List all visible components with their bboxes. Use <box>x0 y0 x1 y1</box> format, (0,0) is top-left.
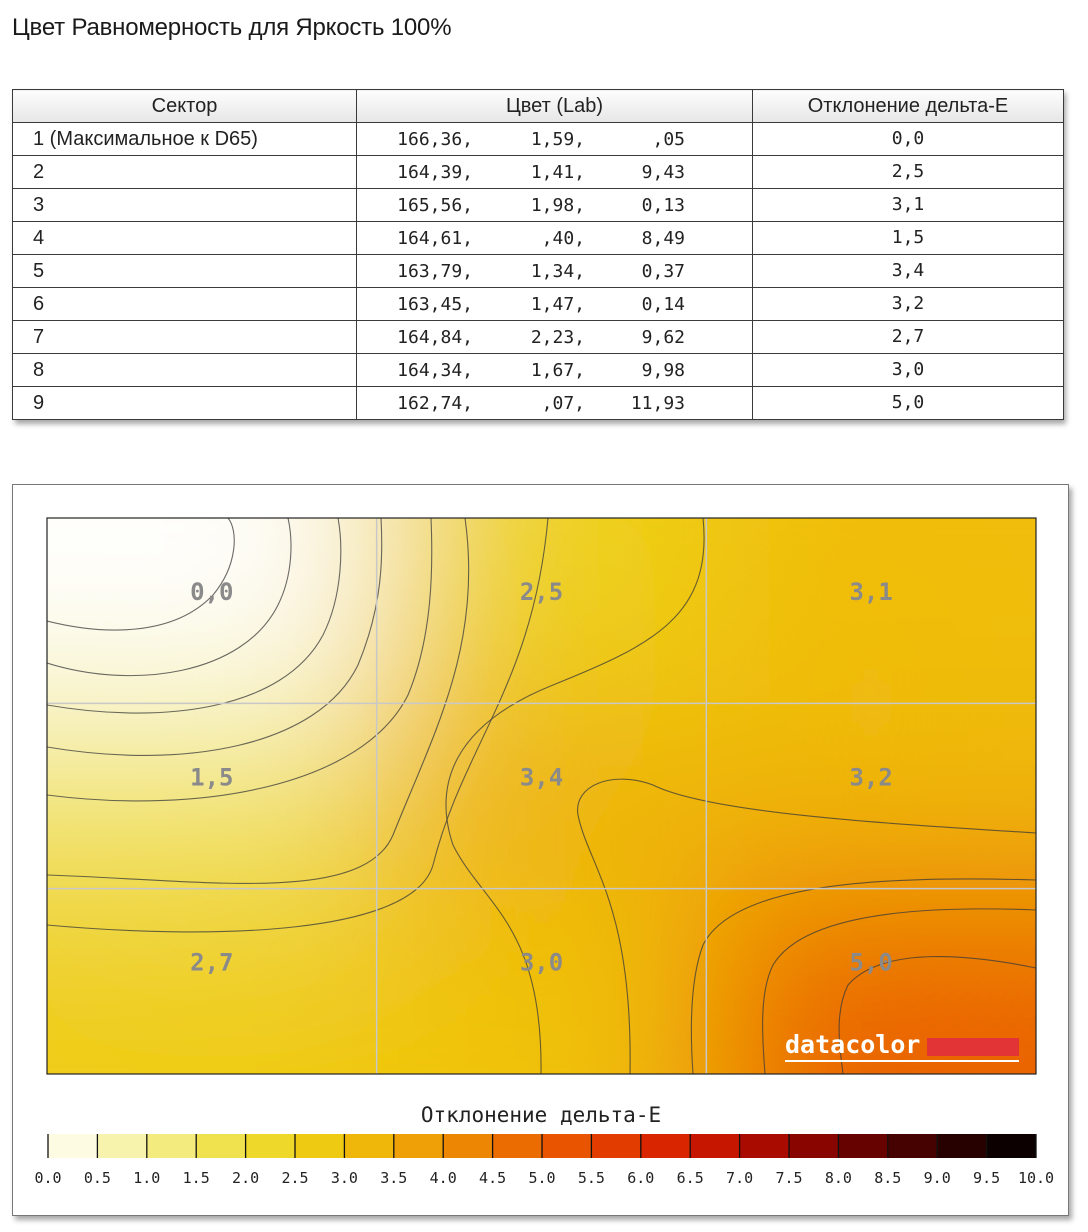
lab-cell <box>357 123 753 156</box>
colorbar-segment <box>48 1134 98 1158</box>
cell-value-label: 3,0 <box>519 948 564 977</box>
colorbar-segment <box>542 1134 592 1158</box>
datacolor-watermark: datacolor <box>785 1030 921 1059</box>
lab-cell <box>357 189 753 222</box>
heatmap-cell-core <box>106 551 317 670</box>
heatmap-cell <box>13 485 47 518</box>
lab-a-value: 1,67, <box>530 360 585 381</box>
colorbar-tick-label: 6.0 <box>627 1169 655 1187</box>
cell-value-label: 2,5 <box>519 578 564 606</box>
table-row <box>13 156 1064 189</box>
delta-e-cell: 3,0 <box>753 354 1064 387</box>
lab-l-value: 165,56, <box>397 195 473 216</box>
colorbar-segment <box>641 1134 691 1158</box>
lab-a-value: ,07, <box>541 393 585 414</box>
heatmap-cell <box>13 1074 47 1215</box>
table-row <box>13 387 1064 420</box>
colorbar-tick-label: 4.0 <box>429 1169 457 1187</box>
heatmap-cell <box>13 889 47 1074</box>
heatmap-cell-core <box>436 922 647 1041</box>
lab-a-value: 1,98, <box>530 195 585 216</box>
heatmap-cell <box>1036 518 1068 703</box>
cell-value-label: 1,5 <box>190 763 234 792</box>
colorbar-segment <box>394 1134 444 1158</box>
heatmap-cell <box>377 485 707 518</box>
colorbar-segment <box>690 1134 740 1158</box>
colorbar-tick-label: 9.0 <box>923 1169 951 1187</box>
lab-l-value: 164,39, <box>397 162 473 183</box>
lab-l-value: 163,79, <box>397 261 473 282</box>
lab-cell <box>357 288 753 321</box>
lab-cell <box>357 156 753 189</box>
colorbar-tick-label: 8.0 <box>824 1169 852 1187</box>
lab-b-value: 0,14 <box>641 294 685 315</box>
heatmap-cell <box>706 485 1036 518</box>
cell-value-label: 3,2 <box>849 763 893 792</box>
cell-value-label: 0,0 <box>190 578 234 606</box>
colorbar-tick-label: 5.5 <box>577 1169 605 1187</box>
uniformity-heatmap-svg <box>13 485 1068 1215</box>
cell-value-label: 5,0 <box>849 948 893 977</box>
heatmap-cell-core <box>766 737 977 856</box>
lab-cell <box>357 321 753 354</box>
heatmap-cell <box>13 518 47 703</box>
delta-e-cell: 2,7 <box>753 321 1064 354</box>
colorbar-segment <box>493 1134 543 1158</box>
colorbar-segment <box>838 1134 888 1158</box>
heatmap-cell <box>1036 1074 1068 1215</box>
table-row <box>13 189 1064 222</box>
cell-value-label: 3,4 <box>519 763 564 792</box>
colorbar-segment <box>789 1134 839 1158</box>
sector-cell: 7 <box>13 321 357 354</box>
heatmap-cell-core <box>766 551 977 670</box>
colorbar-segment <box>740 1134 790 1158</box>
lab-a-value: 1,47, <box>530 294 585 315</box>
sector-cell: 5 <box>13 255 357 288</box>
table-row <box>13 123 1064 156</box>
heatmap-cell-core <box>436 737 647 856</box>
colorbar-tick-label: 7.0 <box>726 1169 754 1187</box>
sector-cell: 6 <box>13 288 357 321</box>
heatmap-cell <box>1036 889 1068 1074</box>
colorbar-tick-label: 3.5 <box>380 1169 408 1187</box>
table-row <box>13 354 1064 387</box>
colorbar-segment <box>987 1134 1037 1158</box>
lab-b-value: 8,49 <box>641 228 685 249</box>
lab-b-value: ,05 <box>652 129 685 150</box>
page-title: Цвет Равномерность для Яркость 100% <box>12 14 452 41</box>
lab-b-value: 9,98 <box>641 360 685 381</box>
heatmap-cell <box>13 703 47 888</box>
delta-e-cell: 3,1 <box>753 189 1064 222</box>
colorbar-tick-label: 2.0 <box>232 1169 260 1187</box>
delta-e-cell: 0,0 <box>753 123 1064 156</box>
colorbar-segment <box>147 1134 197 1158</box>
delta-e-cell: 5,0 <box>753 387 1064 420</box>
table-row <box>13 255 1064 288</box>
lab-a-value: 2,23, <box>530 327 585 348</box>
delta-e-cell: 1,5 <box>753 222 1064 255</box>
sector-cell: 8 <box>13 354 357 387</box>
lab-b-value: 0,13 <box>641 195 685 216</box>
heatmap-cell <box>1036 703 1068 888</box>
colorbar-title: Отклонение дельта-E <box>420 1103 662 1127</box>
colorbar-segment <box>246 1134 296 1158</box>
lab-l-value: 164,84, <box>397 327 473 348</box>
table-row <box>13 222 1064 255</box>
column-header-color-lab: Цвет (Lab) <box>357 90 753 123</box>
colorbar-tick-label: 7.5 <box>775 1169 803 1187</box>
lab-b-value: 11,93 <box>630 393 685 414</box>
heatmap-cell-core <box>106 737 317 856</box>
colorbar-tick-label: 6.5 <box>676 1169 704 1187</box>
colorbar-segment <box>937 1134 987 1158</box>
colorbar-tick-label: 8.5 <box>874 1169 902 1187</box>
delta-e-cell: 2,5 <box>753 156 1064 189</box>
colorbar-tick-label: 10.0 <box>1017 1169 1055 1187</box>
colorbar-tick-label: 0.5 <box>83 1169 111 1187</box>
table-row <box>13 321 1064 354</box>
heatmap-cell-core <box>106 922 317 1041</box>
sector-cell: 1 (Максимальное к D65) <box>13 123 357 156</box>
uniformity-table <box>12 89 1064 420</box>
uniformity-chart <box>12 484 1069 1216</box>
lab-a-value: 1,34, <box>530 261 585 282</box>
colorbar-tick-label: 3.0 <box>330 1169 358 1187</box>
datacolor-brand-bar <box>927 1038 1019 1056</box>
sector-cell: 3 <box>13 189 357 222</box>
lab-cell <box>357 222 753 255</box>
sector-cell: 2 <box>13 156 357 189</box>
colorbar-segment <box>196 1134 246 1158</box>
sector-cell: 9 <box>13 387 357 420</box>
heatmap-cell-core <box>766 922 977 1041</box>
colorbar-segment <box>888 1134 938 1158</box>
colorbar-segment <box>443 1134 493 1158</box>
uniformity-table-container <box>12 89 1063 420</box>
colorbar-segment <box>344 1134 394 1158</box>
table-header-row <box>13 90 1064 123</box>
lab-l-value: 163,45, <box>397 294 473 315</box>
colorbar-segment <box>97 1134 147 1158</box>
lab-a-value: 1,59, <box>530 129 585 150</box>
lab-cell <box>357 354 753 387</box>
lab-a-value: 1,41, <box>530 162 585 183</box>
column-header-delta-e: Отклонение дельта-E <box>753 90 1064 123</box>
cell-value-label: 2,7 <box>190 948 234 977</box>
sector-cell: 4 <box>13 222 357 255</box>
heatmap-cell <box>1036 485 1068 518</box>
heatmap-cell <box>47 485 377 518</box>
lab-cell <box>357 387 753 420</box>
lab-l-value: 164,34, <box>397 360 473 381</box>
colorbar-tick-label: 2.5 <box>281 1169 309 1187</box>
colorbar-tick-label: 1.5 <box>182 1169 210 1187</box>
table-row <box>13 288 1064 321</box>
colorbar-tick-label: 1.0 <box>133 1169 161 1187</box>
lab-b-value: 9,62 <box>641 327 685 348</box>
lab-l-value: 166,36, <box>397 129 473 150</box>
lab-b-value: 9,43 <box>641 162 685 183</box>
colorbar-tick-label: 0.0 <box>34 1169 62 1187</box>
lab-a-value: ,40, <box>541 228 585 249</box>
colorbar-tick-label: 4.5 <box>479 1169 507 1187</box>
delta-e-cell: 3,4 <box>753 255 1064 288</box>
cell-value-label: 3,1 <box>849 578 893 606</box>
column-header-sector: Сектор <box>13 90 357 123</box>
colorbar-segment <box>295 1134 345 1158</box>
lab-b-value: 0,37 <box>641 261 685 282</box>
colorbar-tick-label: 9.5 <box>973 1169 1001 1187</box>
lab-l-value: 164,61, <box>397 228 473 249</box>
colorbar-segment <box>591 1134 641 1158</box>
colorbar-tick-label: 5.0 <box>528 1169 556 1187</box>
lab-cell <box>357 255 753 288</box>
delta-e-cell: 3,2 <box>753 288 1064 321</box>
lab-l-value: 162,74, <box>397 393 473 414</box>
